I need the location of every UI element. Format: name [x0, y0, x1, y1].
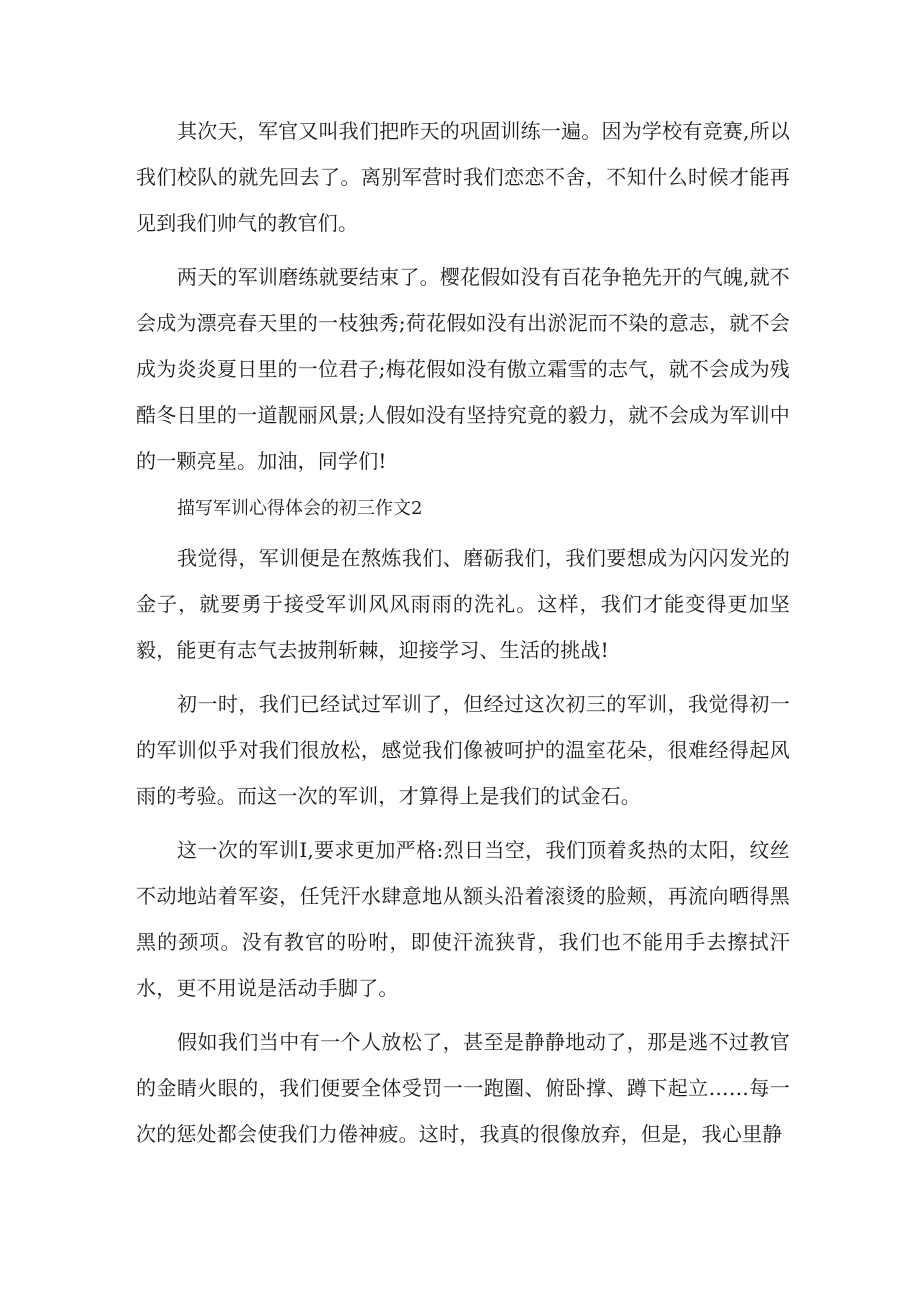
essay-title: 描写军训心得体会的初三作文2: [177, 498, 423, 519]
paragraph-training-ending: 两天的军训磨练就要结束了。樱花假如没有百花争艳先开的气魄,就不会成为漂亮春天里的一枝独秀;荷花假如没有出淤泥而不染的意志，就不会成为炎炎夏日里的一位君子;梅花假如没有傲立霜雪的志气，就不会成为残酷冬日里的一道靓丽风景;人假如没有坚持究竟的毅力，就不会成为军训中的一颗亮星。加油，同学们!: [136, 265, 790, 473]
paragraph-training-meaning: 我觉得，军训便是在熬炼我们、磨砺我们，我们要想成为闪闪发光的金子，就要勇于接受军训风风雨雨的洗礼。这样，我们才能变得更加坚毅，能更有志气去披荆斩棘，迎接学习、生活的挑战!: [136, 546, 790, 662]
paragraph-first-year-comparison: 初一时，我们已经试过军训了，但经过这次初三的军训，我觉得初一的军训似乎对我们很放松，感觉我们像被呵护的温室花朵，很难经得起风雨的考验。而这一次的军训，才算得上是我们的试金石。: [136, 692, 790, 808]
paragraph-second-day: 其次天，军官又叫我们把昨天的巩固训练一遍。因为学校有竞赛,所以我们校队的就先回去了。离别军营时我们恋恋不舍，不知什么时候才能再见到我们帅气的教官们。: [136, 119, 790, 235]
document-body: [136, 108, 790, 1157]
paragraph-strict-requirements: 这一次的军训I,要求更加严格:烈日当空，我们顶着炙热的太阳，纹丝不动地站着军姿，任凭汗水肆意地从额头沿着滚烫的脸颊，再流向晒得黑黑的颈项。没有教官的吩咐，即使汗流狭背，我们也不能用手去擦拭汗水，更不用说是活动手脚了。: [136, 838, 790, 1000]
paragraph-punishment: 假如我们当中有一个人放松了，甚至是静静地动了，那是逃不过教官的金睛火眼的，我们便要全体受罚一一跑圈、俯卧撑、蹲下起立……每一次的惩处都会使我们力倦神疲。这时，我真的很像放弃，但是，我心里静: [136, 1030, 790, 1146]
